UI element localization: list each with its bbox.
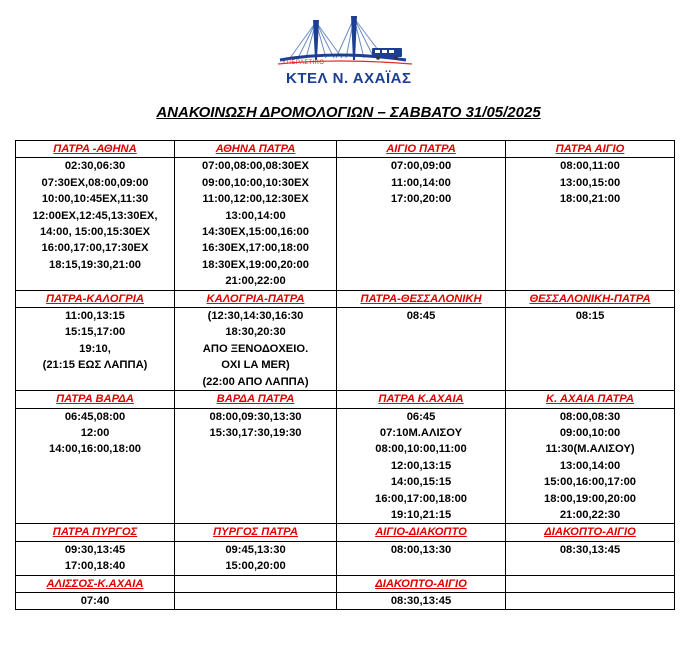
route-title: ΠΑΤΡΑ Κ.ΑΧΑΙΑ	[337, 391, 506, 408]
departure-time: 09:45,13:30	[225, 543, 286, 556]
departure-time: 19:10,	[79, 342, 111, 355]
departure-time: 08:30,13:45	[559, 543, 621, 556]
route-times	[16, 541, 175, 575]
departure-time: 08:00,08:30	[559, 410, 621, 423]
route-times	[506, 592, 675, 609]
route-times	[337, 158, 506, 290]
departure-time: 07:40	[80, 594, 110, 607]
route-header-row	[16, 290, 675, 307]
departure-time: (22:00 ΑΠΟ ΛΑΠΠΑ)	[202, 375, 309, 388]
departure-time: 21:00,22:30	[559, 508, 621, 521]
route-title: ΠΑΤΡΑ-ΚΑΛΟΓΡΙΑ	[16, 290, 175, 307]
route-title: Κ. ΑΧΑΙΑ ΠΑΤΡΑ	[506, 391, 675, 408]
route-title	[506, 575, 675, 592]
route-times	[506, 408, 675, 524]
departure-time: 08:45	[406, 310, 436, 323]
departure-time: 06:45,08:00	[64, 410, 126, 423]
departure-time: 15:00,16:00,17:00	[543, 476, 637, 489]
route-title: ΠΑΤΡΑ -ΑΘΗΝΑ	[16, 141, 175, 158]
departure-time: 18:30,20:30	[225, 326, 286, 339]
route-times	[337, 592, 506, 609]
departure-time: 14:00, 15:00,15:30ΕΧ	[39, 226, 151, 239]
route-times	[175, 408, 337, 524]
departure-time: 14:30ΕΧ,15:00,16:00	[202, 226, 309, 239]
departure-time: 14:00,16:00,18:00	[48, 443, 142, 456]
departure-time: 15:00,20:00	[225, 560, 286, 573]
route-times	[175, 592, 337, 609]
departure-time: 18:00,19:00,20:00	[543, 492, 637, 505]
route-times	[337, 408, 506, 524]
route-title: ΠΑΤΡΑ ΒΑΡΔΑ	[16, 391, 175, 408]
route-times-row	[16, 541, 675, 575]
route-title: ΔΙΑΚΟΠΤΟ-ΑΙΓΙΟ	[337, 575, 506, 592]
route-times	[506, 308, 675, 391]
departure-time: 08:00,09:30,13:30	[209, 410, 302, 423]
route-title: ΔΙΑΚΟΠΤΟ-ΑΙΓΙΟ	[506, 524, 675, 541]
logo-name: ΚΤΕΛ Ν. ΑΧΑΪΑΣ	[286, 70, 412, 87]
route-times	[16, 308, 175, 391]
route-times	[506, 541, 675, 575]
route-title: ΑΘΗΝΑ ΠΑΤΡΑ	[175, 141, 337, 158]
route-times	[506, 158, 675, 290]
route-header-row	[16, 575, 675, 592]
departure-time: 09:30,13:45	[64, 543, 126, 556]
departure-time: 11:00,13:15	[65, 310, 125, 323]
departure-time: 13:00,15:00	[559, 176, 621, 189]
route-header-row	[16, 524, 675, 541]
departure-time: 17:00,18:40	[64, 560, 126, 573]
departure-time: 11:00,12:00,12:30ΕΧ	[202, 193, 309, 206]
departure-time: 12:00	[80, 426, 110, 439]
departure-time: ΑΠΟ ΞΕΝΟΔΟΧΕΙΟ.	[202, 342, 309, 355]
schedule-table	[15, 140, 675, 610]
route-times	[16, 158, 175, 290]
route-times	[16, 408, 175, 524]
route-times-row	[16, 308, 675, 391]
departure-time: 15:30,17:30,19:30	[209, 426, 302, 439]
departure-time: 02:30,06:30	[64, 160, 126, 173]
route-header-row	[16, 141, 675, 158]
route-times	[16, 592, 175, 609]
route-title: ΠΑΤΡΑ ΑΙΓΙΟ	[506, 141, 675, 158]
departure-time: 09:00,10:00	[559, 426, 621, 439]
departure-time: 12:00,13:15	[390, 459, 452, 472]
departure-time: 18:00,21:00	[559, 193, 621, 206]
departure-time: 11:00,14:00	[391, 176, 451, 189]
departure-time: 07:30ΕΧ,08:00,09:00	[41, 176, 149, 189]
departure-time: 17:00,20:00	[390, 193, 452, 206]
route-times-row	[16, 592, 675, 609]
route-title: ΑΛΙΣΣΟΣ-Κ.ΑΧΑΙΑ	[16, 575, 175, 592]
departure-time: 06:45	[406, 410, 436, 423]
route-times	[337, 541, 506, 575]
departure-time: 14:00,15:15	[390, 476, 452, 489]
route-times	[337, 308, 506, 391]
departure-time: 08:15	[575, 310, 605, 323]
departure-time: 10:00,10:45ΕΧ,11:30	[41, 193, 149, 206]
route-title: ΑΙΓΙΟ-ΔΙΑΚΟΠΤΟ	[337, 524, 506, 541]
route-title: ΚΑΛΟΓΡΙΑ-ΠΑΤΡΑ	[175, 290, 337, 307]
departure-time: 13:00,14:00	[225, 209, 286, 222]
departure-time: 16:00,17:00,17:30ΕΧ	[41, 242, 149, 255]
departure-time: 07:00,08:00,08:30ΕΧ	[202, 160, 309, 173]
route-times	[175, 308, 337, 391]
departure-time: 08:30,13:45	[390, 594, 452, 607]
departure-time: 13:00,14:00	[559, 459, 621, 472]
departure-time: 18:15,19:30,21:00	[48, 258, 142, 271]
departure-time: 16:00,17:00,18:00	[374, 492, 468, 505]
route-title: ΘΕΣΣΑΛΟΝΙΚΗ-ΠΑΤΡΑ	[506, 290, 675, 307]
departure-time: 21:00,22:00	[225, 275, 286, 288]
route-title: ΑΙΓΙΟ ΠΑΤΡΑ	[337, 141, 506, 158]
departure-time: 12:00ΕΧ,12:45,13:30ΕΧ,	[32, 209, 158, 222]
page-title: ΑΝΑΚΟΙΝΩΣΗ ΔΡΟΜΟΛΟΓΙΩΝ – ΣΑΒΒΑΤΟ 31/05/2025	[156, 104, 541, 121]
route-title: ΠΑΤΡΑ-ΘΕΣΣΑΛΟΝΙΚΗ	[337, 290, 506, 307]
route-header-row	[16, 391, 675, 408]
departure-time: 18:30ΕΧ,19:00,20:00	[202, 258, 309, 271]
route-times-row	[16, 158, 675, 290]
route-title: ΠΥΡΓΟΣ ΠΑΤΡΑ	[175, 524, 337, 541]
departure-time: 07:10Μ.ΑΛΙΣΟΥ	[379, 426, 463, 439]
route-title: ΠΑΤΡΑ ΠΥΡΓΟΣ	[16, 524, 175, 541]
departure-time: ΟΧΙ LA MER)	[221, 359, 290, 372]
ktel-logo	[276, 14, 416, 87]
departure-time: 08:00,11:00	[560, 160, 620, 173]
route-times	[175, 541, 337, 575]
departure-time: 15:15,17:00	[64, 326, 126, 339]
departure-time: (12:30,14:30,16:30	[207, 310, 304, 323]
departure-time: 16:30ΕΧ,17:00,18:00	[202, 242, 309, 255]
departure-time: 07:00,09:00	[390, 160, 452, 173]
route-title	[175, 575, 337, 592]
route-title: ΒΑΡΔΑ ΠΑΤΡΑ	[175, 391, 337, 408]
route-times	[175, 158, 337, 290]
route-times-row	[16, 408, 675, 524]
departure-time: 19:10,21:15	[390, 508, 452, 521]
departure-time: 08:00,13:30	[390, 543, 452, 556]
departure-time: 09:00,10:00,10:30ΕΧ	[202, 176, 309, 189]
logo-tagline: ΥΠΕΡΑΣΤΙΚΟ	[282, 60, 325, 66]
departure-time: 11:30(Μ.ΑΛΙΣΟΥ)	[545, 443, 635, 456]
departure-time: (21:15 ΕΩΣ ΛΑΠΠΑ)	[42, 359, 148, 372]
departure-time: 08:00,10:00,11:00	[375, 443, 467, 456]
